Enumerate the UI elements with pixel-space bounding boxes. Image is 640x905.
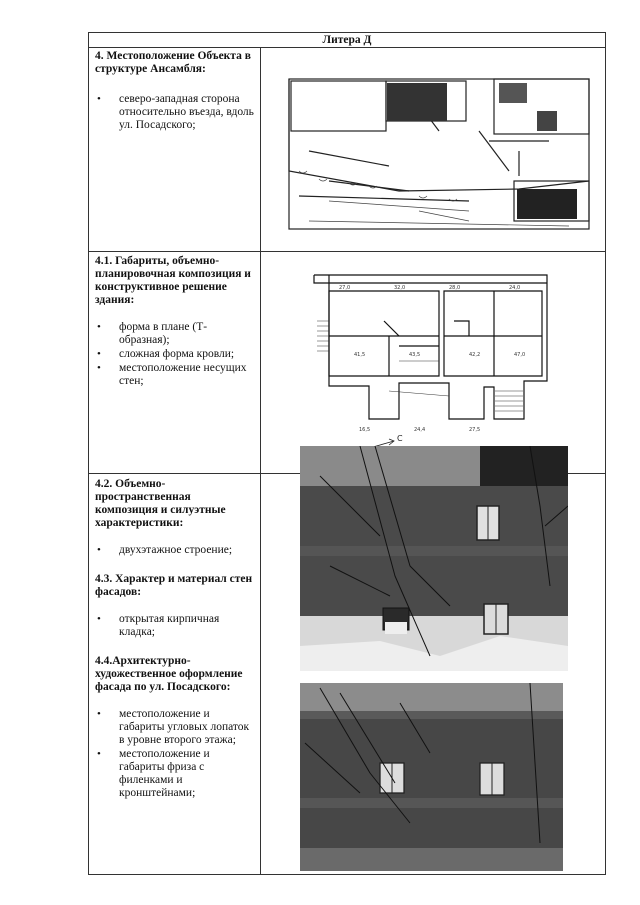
svg-text:32,0: 32,0 — [394, 285, 406, 291]
section-42-heading: 4.2. Объемно-пространственная композиция и силуэтные характеристики: — [95, 478, 226, 529]
facade-photo-1-image — [300, 446, 568, 671]
list-item: • двухэтажное строение; — [95, 544, 254, 557]
section-43-heading: 4.3. Характер и материал стен фасадов: — [95, 573, 253, 598]
column-divider — [260, 47, 261, 874]
site-plan-drawing — [269, 71, 599, 241]
row1-text — [89, 47, 260, 133]
site-plan-figure — [269, 71, 599, 241]
row3-text — [89, 475, 260, 801]
section-43-list — [95, 613, 254, 639]
row1-list — [95, 93, 254, 132]
row1-heading: 4. Местоположение Объекта в структуре Ансамбля: — [95, 50, 251, 75]
svg-text:24,0: 24,0 — [509, 285, 521, 291]
svg-text:27,0: 27,0 — [339, 285, 351, 291]
floor-plan-figure — [299, 261, 569, 466]
svg-text:47,0: 47,0 — [514, 352, 526, 358]
section-44-list — [95, 708, 254, 800]
svg-text:41,5: 41,5 — [354, 352, 366, 358]
table-header: Литера Д — [89, 33, 605, 48]
section-44-heading: 4.4.Архитектурно-художественное оформление фасада по ул. Посадского: — [95, 655, 243, 693]
svg-text:24,4: 24,4 — [414, 427, 426, 433]
svg-text:28,0: 28,0 — [449, 285, 461, 291]
facade-photo-2-image — [300, 683, 563, 871]
list-item: • форма в плане (Т-образная); — [95, 321, 254, 347]
svg-text:27,5: 27,5 — [469, 427, 481, 433]
list-item: • сложная форма кровли; — [95, 348, 254, 361]
floor-plan-drawing — [299, 261, 569, 466]
facade-photo-2 — [300, 683, 563, 871]
section-43 — [95, 573, 254, 639]
description-table — [88, 32, 606, 875]
svg-text:42,2: 42,2 — [469, 352, 481, 358]
section-42-list — [95, 544, 254, 557]
svg-text:16,5: 16,5 — [359, 427, 371, 433]
list-item: • северо-западная сторона относительно въезда, вдоль ул. Посадского; — [95, 93, 254, 132]
section-44 — [95, 655, 254, 800]
svg-text:43,5: 43,5 — [409, 352, 421, 358]
row2-heading: 4.1. Габариты, объемно-планировочная композиция и конструктивное решение здания: — [95, 255, 251, 306]
list-item: • открытая кирпичная кладка; — [95, 613, 254, 639]
list-item: • местоположение и габариты фриза с филенками и кронштейнами; — [95, 748, 254, 800]
row2-text — [89, 252, 260, 389]
list-item: • местоположение и габариты угловых лопаток в уровне второго этажа; — [95, 708, 254, 747]
facade-photo-1 — [300, 446, 568, 671]
row2-list — [95, 321, 254, 388]
compass-label: С — [397, 434, 403, 443]
list-item: • местоположение несущих стен; — [95, 362, 254, 388]
